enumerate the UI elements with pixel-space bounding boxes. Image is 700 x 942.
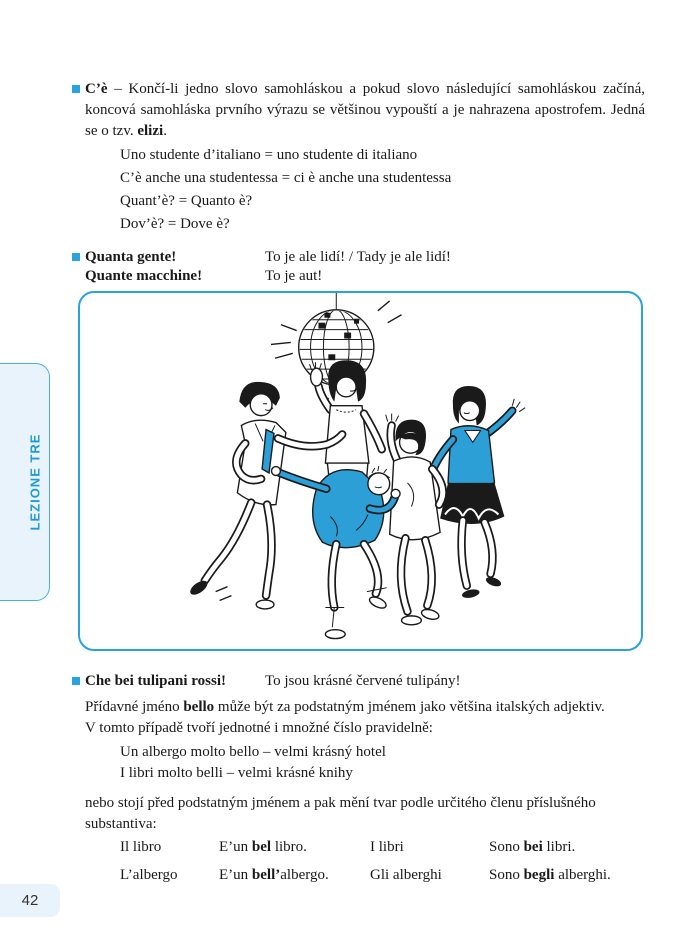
illustration-frame bbox=[78, 291, 643, 651]
dancer-blue-shirt bbox=[272, 466, 401, 639]
phrase-row bbox=[85, 248, 451, 267]
phrase-czech: To je ale lidí! / Tady je ale lidí! bbox=[265, 249, 451, 265]
bello-paragraph-2 bbox=[85, 793, 645, 835]
phrase-italian: Che bei tulipani rossi! bbox=[85, 673, 226, 689]
bello-forms-table bbox=[120, 837, 611, 893]
para-text: substantiva: bbox=[85, 816, 157, 832]
table-cell: Gli alberghi bbox=[370, 867, 442, 883]
para-bold-term: bello bbox=[183, 699, 215, 715]
example-line: C’è anche una studentessa = ci è anche una studentessa bbox=[120, 170, 452, 186]
table-row bbox=[120, 865, 611, 893]
table-row bbox=[120, 837, 611, 865]
table-cell: E’un bell’albergo. bbox=[219, 867, 329, 883]
phrase-row bbox=[85, 267, 451, 286]
bello-paragraph bbox=[85, 697, 645, 739]
bullet-square-icon bbox=[72, 85, 80, 93]
para-text: Přídavné jméno bbox=[85, 699, 184, 715]
para-text: nebo stojí před podstatným jménem a pak mění tvar podle určitého členu příslušného bbox=[85, 795, 596, 811]
disco-dancing-illustration bbox=[80, 293, 641, 649]
bullet-square-icon bbox=[72, 677, 80, 685]
elision-body-end: . bbox=[163, 123, 167, 139]
bello-examples bbox=[120, 742, 386, 784]
page-number: 42 bbox=[21, 892, 39, 909]
table-cell: Sono begli alberghi. bbox=[489, 867, 611, 883]
example-line: Quant’è? = Quanto è? bbox=[120, 193, 253, 209]
table-cell: L’albergo bbox=[120, 867, 178, 883]
tulips-heading-block bbox=[85, 672, 461, 691]
quanta-gente-block bbox=[85, 248, 451, 286]
table-cell: E’un bel libro. bbox=[219, 839, 307, 855]
dancer-man-back bbox=[386, 414, 443, 625]
phrase-czech: To jsou krásné červené tulipány! bbox=[265, 673, 461, 689]
example-line: Un albergo molto bello – velmi krásný hotel bbox=[120, 744, 386, 760]
phrase-italian: Quanta gente! bbox=[85, 249, 177, 265]
lesson-side-tab bbox=[0, 363, 50, 601]
example-line: Dov’è? = Dove è? bbox=[120, 216, 230, 232]
elision-term-bold: elizi bbox=[137, 123, 164, 139]
para-text: V tomto případě tvoří jednotné i množné číslo pravidelně: bbox=[85, 720, 433, 736]
example-line: Uno studente d’italiano = uno studente di italiano bbox=[120, 147, 418, 163]
phrase-czech: To je aut! bbox=[265, 268, 323, 284]
bullet-square-icon bbox=[72, 253, 80, 261]
elision-term: C’è bbox=[85, 81, 108, 97]
lesson-tab-label: LEZIONE TRE bbox=[27, 433, 43, 531]
elision-paragraph bbox=[85, 79, 645, 142]
para-text: může být za podstatným jménem jako většina italských adjektiv. bbox=[214, 699, 605, 715]
phrase-italian: Quante macchine! bbox=[85, 268, 203, 284]
phrase-row bbox=[85, 672, 461, 691]
elision-body: – Končí-li jedno slovo samohláskou a pokud slovo následující samohláskou začíná, koncová samohláska prvního výrazu se většinou vypouští a je nahrazena apostrofem. Jedná se o tzv. bbox=[85, 81, 645, 139]
table-cell: I libri bbox=[370, 839, 404, 855]
table-cell: Il libro bbox=[120, 839, 162, 855]
page-number-box bbox=[0, 884, 60, 917]
example-line: I libri molto belli – velmi krásné knihy bbox=[120, 765, 353, 781]
elision-examples bbox=[120, 145, 451, 237]
table-cell: Sono bei libri. bbox=[489, 839, 576, 855]
